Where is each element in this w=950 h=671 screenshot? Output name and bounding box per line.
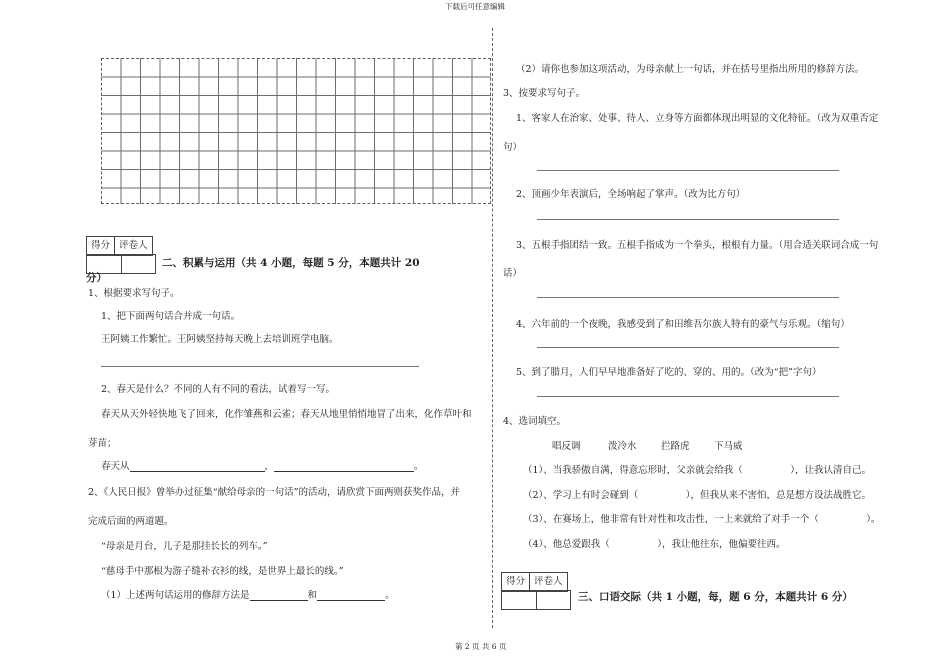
score-box-right-blank[interactable] xyxy=(501,590,571,610)
rhetoric-blank-2[interactable] xyxy=(317,600,385,601)
fill-blank-2[interactable] xyxy=(274,471,414,472)
question-2: 2、《人民日报》曾举办过征集“献给母亲的一句话”的活动，请欣赏下面两则获奖作品，并 xyxy=(88,487,461,498)
answer-line-1-1[interactable] xyxy=(101,366,419,367)
question-4-2: （2）、学习上有时会碰到（ ），但我从来不害怕，总是想方设法战胜它。 xyxy=(523,490,872,501)
column-divider xyxy=(492,28,493,628)
word-option-3: 拦路虎 xyxy=(661,441,690,452)
score-box-right xyxy=(501,572,568,592)
question-2-2: （2）请你也参加这项活动，为母亲献上一句话，并在括号里指出所用的修辞方法。 xyxy=(516,64,865,75)
q2-1-end: 。 xyxy=(385,590,395,601)
score-label: 得分 xyxy=(91,240,111,251)
question-1-2-text: 春天从天外轻快地飞了回来，化作雏燕和云雀；春天从地里悄悄地冒了出来，化作草叶和 xyxy=(101,409,472,420)
top-note: 下载后可任意编辑 xyxy=(445,2,505,11)
question-3-1-cont: 句） xyxy=(503,142,523,153)
fill-sep: ， xyxy=(264,461,275,472)
reviewer-label-right: 评卷人 xyxy=(529,573,567,591)
section-2-title: 二、积累与运用（共 4 小题，每题 5 分，本题共计 20 xyxy=(162,257,420,269)
question-1-1-text: 王阿姨工作繁忙。王阿姨坚持每天晚上去培训班学电脑。 xyxy=(101,334,339,345)
writing-grid[interactable] xyxy=(101,58,491,204)
question-3-3: 3、五根手指团结一致。五根手指成为一个拳头，根根有力量。（用合适关联词合成一句 xyxy=(516,240,879,251)
question-3-1: 1、客家人在治家、处事、待人、立身等方面都体现出明显的文化特征。（改为双重否定 xyxy=(516,113,879,124)
question-3-2: 2、顶画少年表演后，全场响起了掌声。（改为比方句） xyxy=(516,189,746,200)
question-4-4: （4）、他总爱跟我（ ），我让他往东，他偏要往西。 xyxy=(523,539,786,550)
question-1-1: 1、把下面两句话合并成一句话。 xyxy=(101,311,241,322)
page-number: 第 2 页 共 6 页 xyxy=(455,642,507,651)
answer-line-3-1[interactable] xyxy=(537,170,839,171)
question-3-4: 4、六年前的一个夜晚，我感受到了和田维吾尔族人特有的豪气与乐观。（缩句） xyxy=(516,319,850,330)
question-2-cont: 完成后面的两道题。 xyxy=(88,516,174,527)
question-1-2: 2、春天是什么？不同的人有不同的看法，试着写一写。 xyxy=(101,384,336,395)
quote-2: “慈母手中那根为游子缝补衣衫的线，是世界上最长的线。” xyxy=(101,566,344,577)
quote-1: “母亲是月台，儿子是那挂长长的列车。” xyxy=(101,541,268,552)
section-3-title: 三、口语交际（共 1 小题，每，题 6 分，本题共计 6 分） xyxy=(578,591,853,603)
fill-end: 。 xyxy=(414,461,424,472)
answer-line-3-3[interactable] xyxy=(537,297,839,298)
question-2-1 xyxy=(101,587,395,601)
word-option-2: 泼冷水 xyxy=(608,441,637,452)
question-1-2-fill xyxy=(101,458,424,472)
reviewer-label: 评卷人 xyxy=(114,237,152,255)
fill-blank-1[interactable] xyxy=(130,471,265,472)
question-4: 4、选词填空。 xyxy=(503,416,567,427)
question-3-3-cont: 话） xyxy=(503,268,523,279)
answer-line-3-2[interactable] xyxy=(537,219,839,220)
answer-line-3-4[interactable] xyxy=(537,347,839,348)
score-label-right: 得分 xyxy=(506,576,526,587)
section-2-title-cont: 分） xyxy=(86,272,107,284)
question-1: 1、根据要求写句子。 xyxy=(88,288,180,299)
question-3-5: 5、到了腊月，人们早早地准备好了吃的、穿的、用的。（改为“把”字句） xyxy=(516,367,822,378)
question-3: 3、按要求写句子。 xyxy=(503,88,586,99)
fill-prefix: 春天从 xyxy=(101,461,130,472)
word-option-4: 下马威 xyxy=(714,441,743,452)
question-4-3: （3）、在赛场上，他非常有针对性和攻击性，一上来就给了对手一个（ ）。 xyxy=(523,514,881,525)
question-4-1: （1）、当我骄傲自满，得意忘形时，父亲就会给我（ ），让我认清自己。 xyxy=(523,465,872,476)
answer-line-3-5[interactable] xyxy=(537,396,839,397)
q2-1-prefix: （1）上述两句话运用的修辞方法是 xyxy=(101,590,250,601)
q2-1-and: 和 xyxy=(307,590,318,601)
question-1-2-text-cont: 芽苗； xyxy=(88,438,117,449)
rhetoric-blank-1[interactable] xyxy=(250,600,308,601)
word-option-1: 唱反调 xyxy=(552,441,581,452)
score-box-left xyxy=(86,236,153,256)
